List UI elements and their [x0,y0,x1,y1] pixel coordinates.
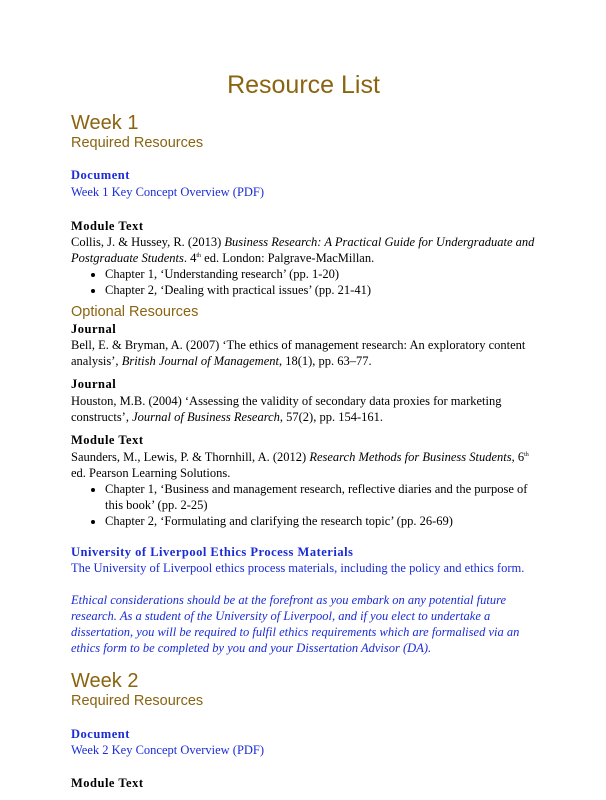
reference-edition: , 6 [511,449,525,464]
reference-book-title: Business Research: A Practical Guide for Undergraduate and Postgraduate Students [71,235,535,266]
module-text-block-2 [71,433,536,529]
reference-authors: Collis, J. & Hussey, R. (2013) [71,235,225,250]
journal-label: Journal [71,377,117,392]
journal-title: British Journal of Management [121,354,279,369]
reference-volume: , 57(2), pp. 154-161. [279,410,384,425]
reference-volume: , 18(1), pp. 63–77. [278,354,372,369]
chapter-item: • Chapter 2, ‘Formulating and clarifying the research topic’ (pp. 26-69) [105,513,536,529]
journal-block-2 [71,377,536,425]
reference-edition-suffix: th [524,451,529,458]
chapter-item: • Chapter 2, ‘Dealing with practical issues’ (pp. 21-41) [105,282,536,298]
document-label: Document [71,726,130,741]
reference-edition: . 4 [183,251,197,266]
journal-label: Journal [71,321,117,336]
journal-title: Journal of Business Research [132,410,280,425]
ethics-block [71,545,536,657]
week-1-overview-link[interactable]: Week 1 Key Concept Overview (PDF) [71,184,265,199]
week-2-overview-link[interactable]: Week 2 Key Concept Overview (PDF) [71,743,265,758]
journal-reference [71,337,536,369]
chapter-list [71,266,536,298]
week-2-heading: Week 2 [71,670,139,693]
journal-reference [71,393,536,425]
week-1-module-text-block [71,219,536,299]
chapter-item: • Chapter 1, ‘Business and management research, reflective diaries and the purpose of this book’ (pp. 2-25) [105,481,536,513]
reference-authors: Saunders, M., Lewis, P. & Thornhill, A. (2012) [71,449,310,464]
journal-block-1 [71,322,536,370]
week-1-heading: Week 1 [71,111,139,134]
reference-publisher: ed. London: Palgrave-MacMillan. [201,251,375,266]
reference-text: Bell, E. & Bryman, A. (2007) ‘The ethics of management research: An exploratory content analysis’, [71,338,526,369]
module-text-label: Module Text [71,218,144,233]
week-1-required-heading: Required Resources [71,134,204,151]
week-2-document-block [71,727,536,759]
reference-edition-suffix: th [196,253,202,260]
document-label: Document [71,168,130,183]
module-text-reference [71,234,536,266]
chapter-item: • Chapter 1, ‘Understanding research’ (pp. 1-20) [105,266,536,282]
chapter-list [71,481,536,529]
module-text-label: Module Text [71,433,144,448]
module-text-reference [71,449,536,481]
ethics-materials-label: University of Liverpool Ethics Process Materials [71,544,354,559]
week-2-module-text-block [71,776,536,792]
week-1-optional-heading: Optional Resources [71,304,199,321]
reference-book-title: Research Methods for Business Students [309,449,512,464]
module-text-label: Module Text [71,776,144,791]
reference-publisher: ed. Pearson Learning Solutions. [71,465,231,480]
reference-text: Houston, M.B. (2004) ‘Assessing the validity of secondary data proxies for marketing constructs’, [71,394,502,425]
week-2-required-heading: Required Resources [71,693,204,710]
ethics-materials-link[interactable]: The University of Liverpool ethics process materials, including the policy and ethics form. [71,561,525,576]
page-title: Resource List [227,71,380,99]
ethics-note: Ethical considerations should be at the forefront as you embark on any potential future research. As a student of the University of Liverpool, and if you elect to undertake a dissertation, you will be required to fulfil ethics requirements which are formalised via an ethics form to be completed by you and your Dissertation Advisor (DA). [71,593,520,656]
week-1-document-block [71,168,536,200]
